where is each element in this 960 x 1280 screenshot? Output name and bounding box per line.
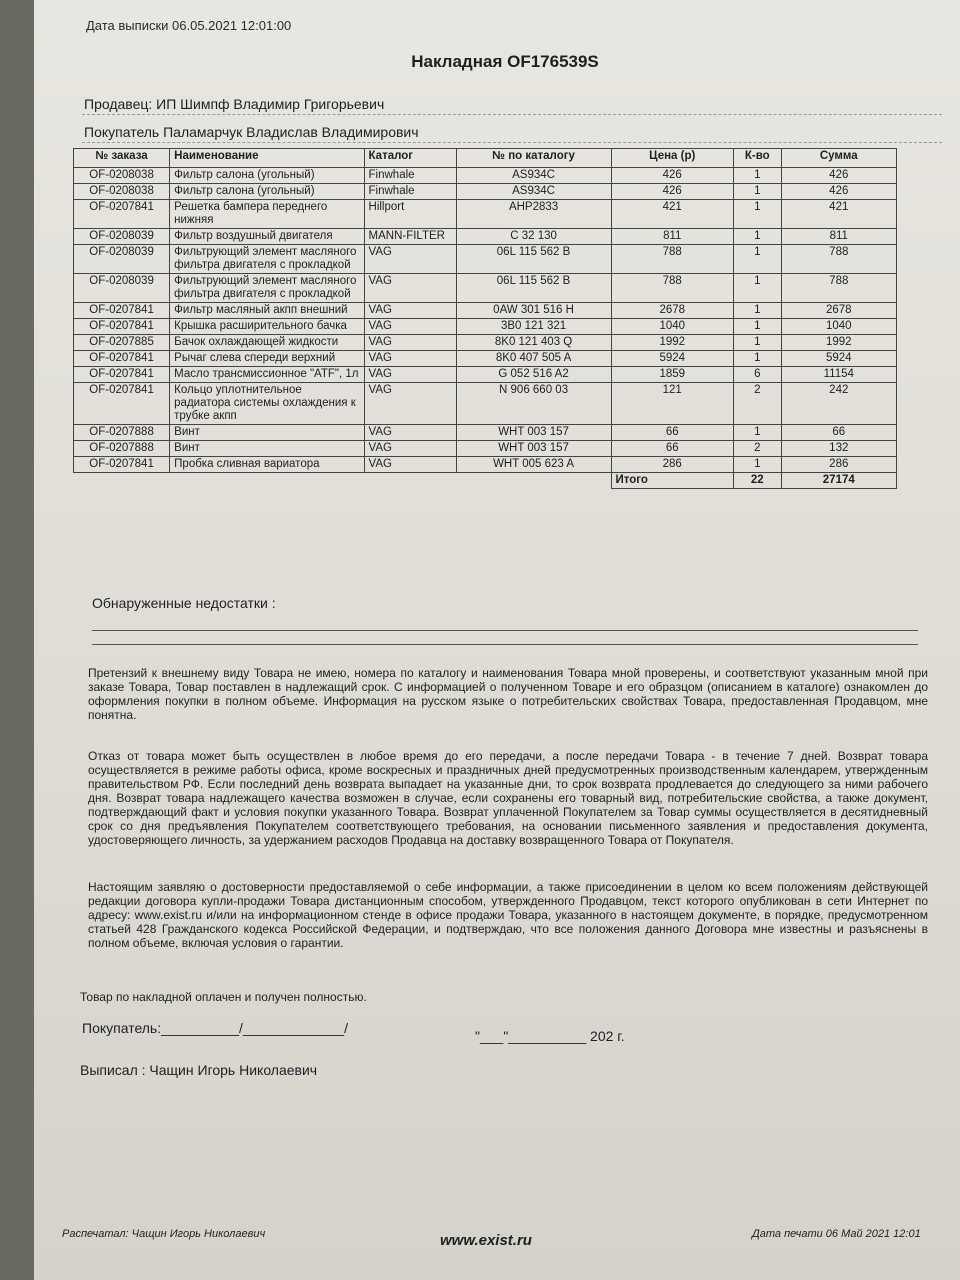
sum-cell: 1040 — [781, 319, 896, 335]
table-row — [74, 441, 897, 457]
name-cell: Фильтр салона (угольный) — [170, 168, 364, 184]
table-row — [74, 200, 897, 229]
price-cell: 1859 — [611, 367, 733, 383]
catalog-cell: VAG — [364, 245, 456, 274]
seller-line: Продавец: ИП Шимпф Владимир Григорьевич — [84, 96, 385, 112]
buyer-divider — [82, 142, 942, 143]
sum-cell: 788 — [781, 274, 896, 303]
defects-line-1 — [92, 630, 918, 631]
name-cell: Фильтрующий элемент масляного фильтра двигателя с прокладкой — [170, 274, 364, 303]
name-cell: Фильтр воздушный двигателя — [170, 229, 364, 245]
order-cell: OF-0208039 — [74, 274, 170, 303]
order-cell: OF-0208039 — [74, 245, 170, 274]
buyer-signature-line: Покупатель:__________/_____________/ — [82, 1020, 348, 1036]
sum-cell: 421 — [781, 200, 896, 229]
catalog-number-cell: 0AW 301 516 H — [456, 303, 611, 319]
table-row — [74, 319, 897, 335]
site-link[interactable]: www.exist.ru — [440, 1232, 532, 1249]
sum-cell: 426 — [781, 184, 896, 200]
price-cell: 66 — [611, 425, 733, 441]
name-cell: Винт — [170, 425, 364, 441]
col-qty: К-во — [733, 149, 781, 168]
catalog-number-cell: 3B0 121 321 — [456, 319, 611, 335]
catalog-cell: VAG — [364, 303, 456, 319]
catalog-number-cell: WHT 005 623 A — [456, 457, 611, 473]
table-row — [74, 351, 897, 367]
catalog-number-cell: 06L 115 562 B — [456, 245, 611, 274]
sum-cell: 811 — [781, 229, 896, 245]
catalog-cell: Hillport — [364, 200, 456, 229]
name-cell: Кольцо уплотнительное радиатора системы охлаждения к трубке акпп — [170, 383, 364, 425]
price-cell: 426 — [611, 168, 733, 184]
order-cell: OF-0208039 — [74, 229, 170, 245]
catalog-cell: VAG — [364, 367, 456, 383]
table-row — [74, 425, 897, 441]
catalog-cell: VAG — [364, 274, 456, 303]
catalog-cell: VAG — [364, 335, 456, 351]
order-cell: OF-0207888 — [74, 441, 170, 457]
catalog-number-cell: 06L 115 562 B — [456, 274, 611, 303]
col-catalog: Каталог — [364, 149, 456, 168]
order-cell: OF-0207888 — [74, 425, 170, 441]
order-cell: OF-0207841 — [74, 319, 170, 335]
table-header-row — [74, 149, 897, 168]
name-cell: Фильтр масляный акпп внешний — [170, 303, 364, 319]
catalog-cell: VAG — [364, 383, 456, 425]
qty-cell: 1 — [733, 274, 781, 303]
price-cell: 2678 — [611, 303, 733, 319]
catalog-cell: Finwhale — [364, 184, 456, 200]
total-label: Итого — [611, 473, 733, 489]
issued-by: Выписал : Чащин Игорь Николаевич — [80, 1062, 318, 1078]
printed-by: Распечатал: Чащин Игорь Николаевич — [62, 1228, 266, 1240]
table-row — [74, 303, 897, 319]
total-sum: 27174 — [781, 473, 896, 489]
price-cell: 1040 — [611, 319, 733, 335]
sum-cell: 286 — [781, 457, 896, 473]
price-cell: 1992 — [611, 335, 733, 351]
order-cell: OF-0207841 — [74, 367, 170, 383]
table-row — [74, 245, 897, 274]
order-cell: OF-0207885 — [74, 335, 170, 351]
defects-label: Обнаруженные недостатки : — [92, 595, 276, 611]
sum-cell: 2678 — [781, 303, 896, 319]
table-row — [74, 383, 897, 425]
col-price: Цена (р) — [611, 149, 733, 168]
catalog-number-cell: AS934C — [456, 168, 611, 184]
col-sum: Сумма — [781, 149, 896, 168]
catalog-number-cell: 8K0 121 403 Q — [456, 335, 611, 351]
catalog-number-cell: N 906 660 03 — [456, 383, 611, 425]
sum-cell: 11154 — [781, 367, 896, 383]
table-row — [74, 274, 897, 303]
sum-cell: 132 — [781, 441, 896, 457]
price-cell: 286 — [611, 457, 733, 473]
catalog-number-cell: 8K0 407 505 A — [456, 351, 611, 367]
qty-cell: 2 — [733, 441, 781, 457]
items-table-body — [74, 168, 897, 473]
name-cell: Фильтрующий элемент масляного фильтра двигателя с прокладкой — [170, 245, 364, 274]
sum-cell: 1992 — [781, 335, 896, 351]
name-cell: Винт — [170, 441, 364, 457]
order-cell: OF-0208038 — [74, 184, 170, 200]
catalog-cell: VAG — [364, 425, 456, 441]
seller-divider — [82, 114, 942, 115]
order-cell: OF-0207841 — [74, 457, 170, 473]
sum-cell: 426 — [781, 168, 896, 184]
order-cell: OF-0207841 — [74, 303, 170, 319]
order-cell: OF-0207841 — [74, 351, 170, 367]
catalog-cell: VAG — [364, 457, 456, 473]
catalog-cell: MANN-FILTER — [364, 229, 456, 245]
price-cell: 421 — [611, 200, 733, 229]
name-cell: Рычаг слева спереди верхний — [170, 351, 364, 367]
order-cell: OF-0208038 — [74, 168, 170, 184]
name-cell: Крышка расширительного бачка — [170, 319, 364, 335]
price-cell: 811 — [611, 229, 733, 245]
catalog-cell: VAG — [364, 351, 456, 367]
price-cell: 426 — [611, 184, 733, 200]
table-row — [74, 367, 897, 383]
price-cell: 788 — [611, 274, 733, 303]
items-table — [73, 148, 897, 489]
qty-cell: 1 — [733, 168, 781, 184]
print-date: Дата печати 06 Май 2021 12:01 — [752, 1228, 921, 1240]
name-cell: Решетка бампера переднего нижняя — [170, 200, 364, 229]
order-cell: OF-0207841 — [74, 383, 170, 425]
table-row — [74, 335, 897, 351]
qty-cell: 1 — [733, 200, 781, 229]
total-row — [74, 473, 897, 489]
qty-cell: 1 — [733, 425, 781, 441]
sum-cell: 242 — [781, 383, 896, 425]
sum-cell: 5924 — [781, 351, 896, 367]
catalog-number-cell: WHT 003 157 — [456, 441, 611, 457]
col-name: Наименование — [170, 149, 364, 168]
qty-cell: 1 — [733, 457, 781, 473]
sum-cell: 66 — [781, 425, 896, 441]
table-row — [74, 184, 897, 200]
catalog-number-cell: C 32 130 — [456, 229, 611, 245]
table-row — [74, 229, 897, 245]
name-cell: Бачок охлаждающей жидкости — [170, 335, 364, 351]
qty-cell: 1 — [733, 229, 781, 245]
qty-cell: 2 — [733, 383, 781, 425]
total-qty: 22 — [733, 473, 781, 489]
catalog-number-cell: G 052 516 A2 — [456, 367, 611, 383]
table-row — [74, 168, 897, 184]
issue-date: Дата выписки 06.05.2021 12:01:00 — [86, 18, 292, 33]
col-catalog-number: № по каталогу — [456, 149, 611, 168]
catalog-number-cell: AS934C — [456, 184, 611, 200]
buyer-line: Покупатель Паламарчук Владислав Владимирович — [84, 124, 419, 140]
price-cell: 66 — [611, 441, 733, 457]
price-cell: 5924 — [611, 351, 733, 367]
qty-cell: 1 — [733, 335, 781, 351]
price-cell: 788 — [611, 245, 733, 274]
price-cell: 121 — [611, 383, 733, 425]
table-row — [74, 457, 897, 473]
document-title: Накладная OF176539S — [411, 52, 599, 71]
signature-date-line: "___"__________ 202 г. — [475, 1028, 625, 1044]
qty-cell: 6 — [733, 367, 781, 383]
catalog-number-cell: AHP2833 — [456, 200, 611, 229]
catalog-cell: Finwhale — [364, 168, 456, 184]
return-paragraph: Отказ от товара может быть осуществлен в любое время до его передачи, а после передачи Товара - в течение 7 дней. Возврат товара осуществляется в режиме работы офиса, кроме воскресных и праздничных дней предусмотренных производственным календарем, утвержденным правительством РФ. Если последний день возврата выпадает на указанные дни, то срок возврата продлевается до следующего за ними рабочего дня. Возврат товара надлежащего качества возможен в случае, если сохранены его товарный вид, потребительские свойства, а также документ, подтверждающий факт и условия покупки указанного Товара. Возврат уплаченной Покупателем за Товар суммы осуществляется в десятидневный срок со дня предъявления Покупателем соответствующего требования, на основании письменного заявления и предоставления документа, удостоверяющего личность, за удержанием расходов Продавца на доставку возвращенного Товара от Покупателя. — [88, 749, 928, 847]
catalog-number-cell: WHT 003 157 — [456, 425, 611, 441]
col-order: № заказа — [74, 149, 170, 168]
defects-line-2 — [92, 644, 918, 645]
order-cell: OF-0207841 — [74, 200, 170, 229]
name-cell: Фильтр салона (угольный) — [170, 184, 364, 200]
paid-statement: Товар по накладной оплачен и получен полностью. — [80, 990, 367, 1004]
qty-cell: 1 — [733, 351, 781, 367]
name-cell: Масло трансмиссионное "ATF", 1л — [170, 367, 364, 383]
qty-cell: 1 — [733, 245, 781, 274]
claims-paragraph: Претензий к внешнему виду Товара не имею, номера по каталогу и наименования Товара мной проверены, и соответствуют указанным мной при заказе Товара, Товар поставлен в надлежащий срок. С информацией о полученном Товаре и его образцом (описанием в каталоге) ознакомлен до оформления покупки в полном объеме. Информация на русском языке о потребительских свойствах Товара, предоставленная Продавцом, мне понятна. — [88, 666, 928, 722]
qty-cell: 1 — [733, 184, 781, 200]
qty-cell: 1 — [733, 319, 781, 335]
name-cell: Пробка сливная вариатора — [170, 457, 364, 473]
qty-cell: 1 — [733, 303, 781, 319]
catalog-cell: VAG — [364, 319, 456, 335]
catalog-cell: VAG — [364, 441, 456, 457]
sum-cell: 788 — [781, 245, 896, 274]
agreement-paragraph: Настоящим заявляю о достоверности предоставляемой о себе информации, а также присоединении в целом ко всем положениям действующей редакции договора купли-продажи Товара дистанционным способом, утвержденного Продавцом, текст которого опубликован в сети Интернет по адресу: www.exist.ru и/или на информационном стенде в офисе продажи Товара, указанного в настоящем документе, в порядке, предусмотренном статьей 428 Гражданского кодекса Российской Федерации, и подтверждаю, что все положения данного Договора мне известны и разъяснены в полном объеме, включая условия о гарантии. — [88, 880, 928, 950]
